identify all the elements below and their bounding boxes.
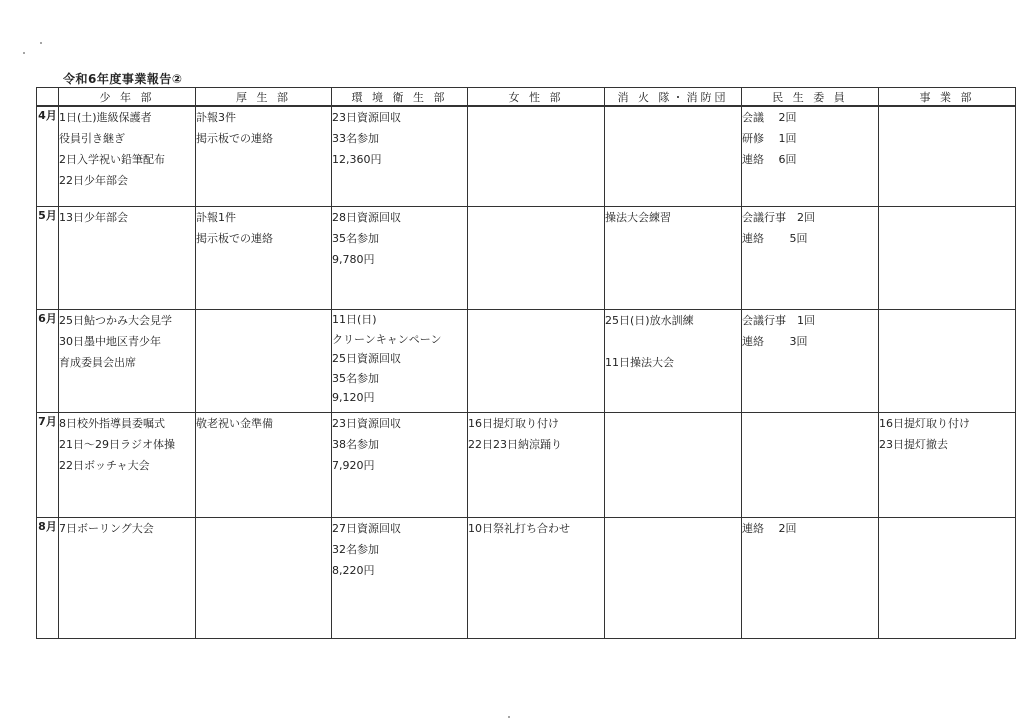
cell-line: 会議行事 2回 xyxy=(742,211,815,224)
header-kankyo-eiseibu: 環 境 衛 生 部 xyxy=(332,88,468,107)
cell-shokatai-shobodan xyxy=(605,207,742,310)
cell-line: 27日資源回収 xyxy=(332,522,401,535)
cell-line: 22日少年部会 xyxy=(59,174,128,187)
cell-line: 25日鮎つかみ大会見学 xyxy=(59,314,172,327)
cell-line: 会議 2回 xyxy=(742,111,797,124)
cell-jigyobu xyxy=(879,518,1016,639)
cell-shokatai-shobodan xyxy=(605,518,742,639)
cell-line: 役員引き継ぎ xyxy=(59,132,125,145)
cell-spacer xyxy=(605,331,741,352)
cell-line: 研修 1回 xyxy=(742,132,797,145)
cell-line: 連絡 5回 xyxy=(742,232,808,245)
cell-line: クリーンキャンペーン xyxy=(332,332,442,346)
cell-koseibu xyxy=(196,106,332,207)
cell-joseibu xyxy=(468,413,605,518)
cell-line: 23日提灯撤去 xyxy=(879,438,948,451)
month-label: 4月 xyxy=(37,106,59,207)
cell-koseibu xyxy=(196,310,332,413)
cell-jigyobu xyxy=(879,207,1016,310)
report-title: 令和6年度事業報告② xyxy=(63,72,183,86)
cell-line: 7,920円 xyxy=(332,459,375,472)
cell-line: 掲示板での連絡 xyxy=(196,232,273,245)
cell-jigyobu xyxy=(879,106,1016,207)
cell-shokatai-shobodan xyxy=(605,106,742,207)
cell-kankyo-eiseibu xyxy=(332,106,468,207)
cell-kankyo-eiseibu xyxy=(332,207,468,310)
header-koseibu: 厚 生 部 xyxy=(196,88,332,107)
cell-kankyo-eiseibu xyxy=(332,518,468,639)
cell-line: 9,120円 xyxy=(332,391,375,404)
report-table xyxy=(36,87,1016,639)
cell-line: 会議行事 1回 xyxy=(742,314,815,327)
cell-joseibu xyxy=(468,207,605,310)
cell-line: 22日ボッチャ大会 xyxy=(59,459,150,472)
cell-line: 9,780円 xyxy=(332,253,375,266)
month-label: 7月 xyxy=(37,413,59,518)
month-label: 8月 xyxy=(37,518,59,639)
scan-speck xyxy=(23,52,25,54)
table-row xyxy=(37,207,1016,310)
cell-joseibu xyxy=(468,518,605,639)
header-month xyxy=(37,88,59,107)
cell-line: 訃報1件 xyxy=(196,211,236,224)
header-shokatai-shobodan: 消 火 隊・消防団 xyxy=(605,88,742,107)
cell-line: 連絡 2回 xyxy=(742,522,797,535)
cell-line: 38名参加 xyxy=(332,438,379,451)
month-label: 5月 xyxy=(37,207,59,310)
cell-line: 21日～29日ラジオ体操 xyxy=(59,438,175,451)
cell-line: 32名参加 xyxy=(332,543,379,556)
cell-line: 12,360円 xyxy=(332,153,382,166)
cell-kankyo-eiseibu xyxy=(332,310,468,413)
cell-line: 敬老祝い金準備 xyxy=(196,417,273,430)
header-jigyobu: 事 業 部 xyxy=(879,88,1016,107)
cell-line: 28日資源回収 xyxy=(332,211,401,224)
cell-line: 16日提灯取り付け xyxy=(468,417,559,430)
cell-line: 10日祭礼打ち合わせ xyxy=(468,522,570,535)
cell-minsei-iin xyxy=(742,518,879,639)
table-row xyxy=(37,518,1016,639)
cell-line: 掲示板での連絡 xyxy=(196,132,273,145)
cell-koseibu xyxy=(196,207,332,310)
cell-line: 8,220円 xyxy=(332,564,375,577)
cell-minsei-iin xyxy=(742,310,879,413)
cell-koseibu xyxy=(196,413,332,518)
cell-shokatai-shobodan xyxy=(605,413,742,518)
header-joseibu: 女 性 部 xyxy=(468,88,605,107)
cell-jigyobu xyxy=(879,310,1016,413)
cell-line: 33名参加 xyxy=(332,132,379,145)
cell-line: 育成委員会出席 xyxy=(59,356,136,369)
cell-minsei-iin xyxy=(742,207,879,310)
cell-line: 22日23日納涼踊り xyxy=(468,438,562,451)
cell-minsei-iin xyxy=(742,413,879,518)
cell-joseibu xyxy=(468,310,605,413)
cell-line: 23日資源回収 xyxy=(332,111,401,124)
cell-shonenbu xyxy=(59,106,196,207)
cell-line: 11日(日) xyxy=(332,313,377,326)
cell-line: 操法大会練習 xyxy=(605,211,671,224)
cell-line: 35名参加 xyxy=(332,232,379,245)
cell-line: 連絡 6回 xyxy=(742,153,797,166)
cell-line: 16日提灯取り付け xyxy=(879,417,970,430)
cell-shonenbu xyxy=(59,310,196,413)
scan-speck xyxy=(40,42,42,44)
cell-shonenbu xyxy=(59,518,196,639)
cell-line: 25日資源回収 xyxy=(332,352,401,365)
cell-line: 1日(土)進級保護者 xyxy=(59,111,152,124)
scan-speck xyxy=(508,716,510,718)
cell-jigyobu xyxy=(879,413,1016,518)
header-shonenbu: 少 年 部 xyxy=(59,88,196,107)
cell-shonenbu xyxy=(59,207,196,310)
cell-line: 35名参加 xyxy=(332,371,379,385)
cell-line: 11日操法大会 xyxy=(605,356,674,369)
cell-line: 13日少年部会 xyxy=(59,211,128,224)
table-row xyxy=(37,413,1016,518)
cell-shokatai-shobodan xyxy=(605,310,742,413)
cell-joseibu xyxy=(468,106,605,207)
cell-line: 7日ボーリング大会 xyxy=(59,522,154,535)
cell-line: 2日入学祝い鉛筆配布 xyxy=(59,153,165,166)
cell-kankyo-eiseibu xyxy=(332,413,468,518)
cell-koseibu xyxy=(196,518,332,639)
cell-line: 連絡 3回 xyxy=(742,335,808,348)
header-row xyxy=(37,88,1016,107)
table-row xyxy=(37,106,1016,207)
cell-line: 8日校外指導員委嘱式 xyxy=(59,417,165,430)
cell-line: 25日(日)放水訓練 xyxy=(605,314,694,327)
cell-line: 23日資源回収 xyxy=(332,417,401,430)
cell-line: 30日墨中地区青少年 xyxy=(59,335,161,348)
cell-minsei-iin xyxy=(742,106,879,207)
month-label: 6月 xyxy=(37,310,59,413)
table-row xyxy=(37,310,1016,413)
cell-shonenbu xyxy=(59,413,196,518)
cell-line: 訃報3件 xyxy=(196,111,236,124)
header-minsei-iin: 民 生 委 員 xyxy=(742,88,879,107)
